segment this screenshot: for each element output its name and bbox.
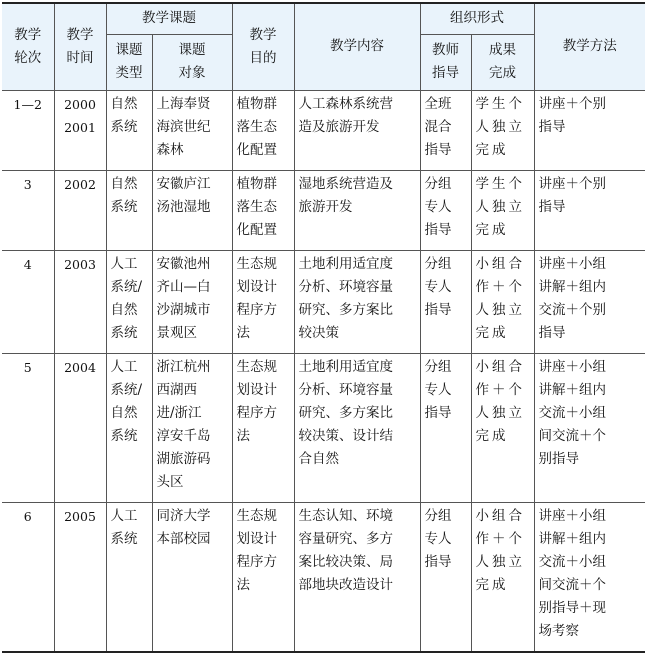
table-body — [2, 90, 645, 652]
cell-method: 讲座＋小组 讲解＋组内 交流＋小组 间交流＋个 别指导＋现 场考察 — [534, 502, 645, 652]
cell-round: 6 — [2, 502, 54, 652]
cell-result: 小组合 作＋个 人独立 完成 — [471, 250, 534, 353]
header-topic-group: 教学课题 — [106, 3, 232, 34]
cell-type: 人工 系统/ 自然 系统 — [106, 250, 152, 353]
cell-goal: 生态规 划设计 程序方 法 — [232, 353, 294, 502]
cell-teacher: 全班 混合 指导 — [420, 90, 471, 170]
cell-content: 土地利用适宜度 分析、环境容量 研究、多方案比 较决策 — [294, 250, 420, 353]
cell-time: 2005 — [54, 502, 106, 652]
table-row — [2, 502, 645, 652]
header-method: 教学方法 — [534, 3, 645, 90]
cell-result: 小组合 作＋个 人独立 完成 — [471, 353, 534, 502]
cell-content: 人工森林系统营 造及旅游开发 — [294, 90, 420, 170]
cell-round: 1—2 — [2, 90, 54, 170]
cell-result: 学生个 人独立 完成 — [471, 170, 534, 250]
table-row — [2, 250, 645, 353]
cell-round: 5 — [2, 353, 54, 502]
teaching-rounds-table — [2, 2, 645, 653]
cell-goal: 生态规 划设计 程序方 法 — [232, 250, 294, 353]
header-round: 教学 轮次 — [2, 3, 54, 90]
table-header — [2, 3, 645, 90]
header-goal: 教学 目的 — [232, 3, 294, 90]
header-topic-object: 课题 对象 — [152, 34, 232, 90]
cell-object: 安徽庐江 汤池湿地 — [152, 170, 232, 250]
cell-result: 学生个 人独立 完成 — [471, 90, 534, 170]
header-content: 教学内容 — [294, 3, 420, 90]
cell-method: 讲座＋小组 讲解＋组内 交流＋小组 间交流＋个 别指导 — [534, 353, 645, 502]
cell-time: 2004 — [54, 353, 106, 502]
table-row — [2, 353, 645, 502]
cell-object: 上海奉贤 海滨世纪 森林 — [152, 90, 232, 170]
cell-time: 2002 — [54, 170, 106, 250]
cell-content: 土地利用适宜度 分析、环境容量 研究、多方案比 较决策、设计结 合自然 — [294, 353, 420, 502]
header-teacher: 教师 指导 — [420, 34, 471, 90]
cell-teacher: 分组 专人 指导 — [420, 353, 471, 502]
cell-goal: 植物群 落生态 化配置 — [232, 90, 294, 170]
cell-object: 同济大学 本部校园 — [152, 502, 232, 652]
cell-time: 2000 2001 — [54, 90, 106, 170]
cell-type: 自然 系统 — [106, 90, 152, 170]
cell-teacher: 分组 专人 指导 — [420, 170, 471, 250]
table-row — [2, 90, 645, 170]
cell-type: 人工 系统/ 自然 系统 — [106, 353, 152, 502]
cell-teacher: 分组 专人 指导 — [420, 250, 471, 353]
cell-result: 小组合 作＋个 人独立 完成 — [471, 502, 534, 652]
header-time: 教学 时间 — [54, 3, 106, 90]
cell-goal: 植物群 落生态 化配置 — [232, 170, 294, 250]
cell-time: 2003 — [54, 250, 106, 353]
cell-type: 自然 系统 — [106, 170, 152, 250]
cell-content: 生态认知、环境 容量研究、多方 案比较决策、局 部地块改造设计 — [294, 502, 420, 652]
cell-type: 人工 系统 — [106, 502, 152, 652]
cell-object: 安徽池州 齐山—白 沙湖城市 景观区 — [152, 250, 232, 353]
cell-method: 讲座＋个别 指导 — [534, 90, 645, 170]
cell-round: 4 — [2, 250, 54, 353]
cell-method: 讲座＋个别 指导 — [534, 170, 645, 250]
cell-teacher: 分组 专人 指导 — [420, 502, 471, 652]
header-result: 成果 完成 — [471, 34, 534, 90]
cell-content: 湿地系统营造及 旅游开发 — [294, 170, 420, 250]
cell-goal: 生态规 划设计 程序方 法 — [232, 502, 294, 652]
table-row — [2, 170, 645, 250]
cell-round: 3 — [2, 170, 54, 250]
cell-method: 讲座＋小组 讲解＋组内 交流＋个别 指导 — [534, 250, 645, 353]
header-org-group: 组织形式 — [420, 3, 534, 34]
cell-object: 浙江杭州 西湖西 进/浙江 淳安千岛 湖旅游码 头区 — [152, 353, 232, 502]
header-topic-type: 课题 类型 — [106, 34, 152, 90]
